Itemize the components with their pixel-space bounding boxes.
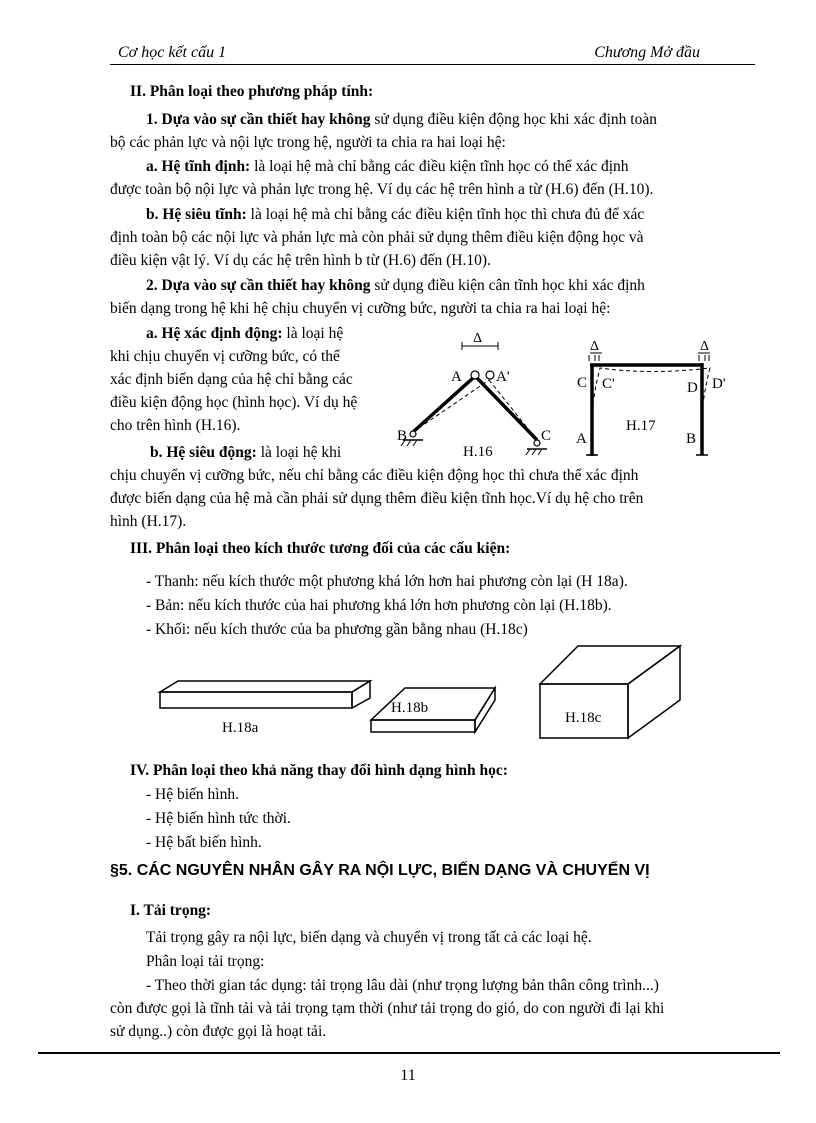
paragraph-a: a. Hệ tĩnh định: là loại hệ mà chỉ bằng các điều kiện tĩnh học có thể xác định được toàn bộ nội lực và phản lực trong hệ. Ví dụ các hệ trên hình a từ (H.6) đến (H.10). (110, 158, 654, 198)
header-left: Cơ học kết cấu 1 (118, 44, 227, 61)
paragraph-1: 1. Dựa vào sự cần thiết hay không sử dụng điều kiện động học khi xác định toàn bộ các phản lực và nội lực trong hệ, người ta chia ra hai loại hệ: (110, 111, 657, 151)
h18c-label: H.18c (565, 710, 602, 726)
list-item: - Khối: nếu kích thước của ba phương gần bằng nhau (H.18c) (146, 621, 528, 638)
list-item: - Hệ biến hình. (146, 786, 239, 803)
h17-D-prime: D' (712, 376, 726, 392)
paragraph-d: b. Hệ siêu động: là loại hệ khi chịu chuyển vị cưỡng bức, nếu chỉ bằng các điều kiện động học thì chưa thể xác định được biến dạng của hệ mà cần phải sử dụng thêm điều kiện tĩnh học.Ví dụ hệ cho trên hình (H.17). (110, 444, 644, 530)
figure-h16 (385, 330, 588, 465)
h17-A: A (576, 431, 587, 447)
header-right: Chương Mở đầu (594, 44, 700, 61)
h17-D: D (687, 380, 698, 396)
h16-B: B (397, 428, 408, 444)
paragraph-c: a. Hệ xác định động: là loại hệ khi chịu chuyển vị cưỡng bức, có thể xác định biến dạng của hệ chỉ bằng các điều kiện động học (hình học). Ví dụ hệ cho trên hình (H.16). (110, 325, 358, 434)
h16-delta: Δ (473, 331, 483, 346)
paragraph: Tải trọng gây ra nội lực, biến dạng và chuyển vị trong tất cả các loại hệ. (146, 929, 592, 946)
figure-h18 (150, 638, 710, 748)
list-item: - Thanh: nếu kích thước một phương khá lớn hơn hai phương còn lại (H 18a). (146, 573, 628, 590)
list-item: - Bản: nếu kích thước của hai phương khá lớn hơn phương còn lại (H.18b). (146, 597, 612, 614)
h17-label: H.17 (626, 418, 656, 434)
figure-h17 (570, 335, 745, 460)
paragraph: Phân loại tải trọng: (146, 953, 265, 970)
section-3-title: III. Phân loại theo kích thước tương đối của các cấu kiện: (130, 540, 511, 557)
h18a-label: H.18a (222, 720, 259, 736)
page-header (110, 44, 755, 65)
h17-B: B (686, 431, 697, 447)
paragraph-load: - Theo thời gian tác dụng: tải trọng lâu dài (như trọng lượng bản thân công trình...) còn được gọi là tĩnh tải và tải trọng tạm thời (như tải trọng do gió, do con người đi lại khi sử dụng..) còn được gọi là hoạt tải. (110, 977, 665, 1040)
h16-label: H.16 (463, 444, 493, 460)
section-4-title: IV. Phân loại theo khả năng thay đổi hình dạng hình học: (130, 762, 508, 779)
paragraph-2: 2. Dựa vào sự cần thiết hay không sử dụng điều kiện cân tĩnh học khi xác định biến dạng trong hệ khi hệ chịu chuyển vị cưỡng bức, người ta chia ra hai loại hệ: (110, 277, 645, 317)
h17-delta-right: Δ (700, 339, 710, 354)
list-item: - Hệ biến hình tức thời. (146, 810, 291, 827)
page-number: 11 (400, 1067, 416, 1084)
h17-C-prime: C' (602, 376, 615, 392)
footer-rule (38, 1052, 780, 1054)
list-item: - Hệ bất biến hình. (146, 834, 262, 851)
h17-delta-left: Δ (590, 339, 600, 354)
h16-C: C (541, 428, 552, 444)
section-5-sub: I. Tải trọng: (130, 902, 212, 919)
section-2-title: II. Phân loại theo phương pháp tính: (130, 83, 374, 100)
section-5-title: §5. CÁC NGUYÊN NHÂN GÂY RA NỘI LỰC, BIẾN DẠNG VÀ CHUYỂN VỊ (110, 862, 650, 879)
h17-C: C (577, 375, 588, 391)
paragraph-b: b. Hệ siêu tĩnh: là loại hệ mà chỉ bằng các điều kiện tĩnh học thì chưa đủ để xác định toàn bộ các nội lực và phản lực mà còn phải sử dụng thêm điều kiện động học và điều kiện vật lý. Ví dụ các hệ trên hình b từ (H.6) đến (H.10). (110, 206, 645, 269)
h18b-label: H.18b (391, 700, 429, 716)
h16-A: A (451, 369, 462, 385)
h16-A-prime: A' (496, 369, 510, 385)
